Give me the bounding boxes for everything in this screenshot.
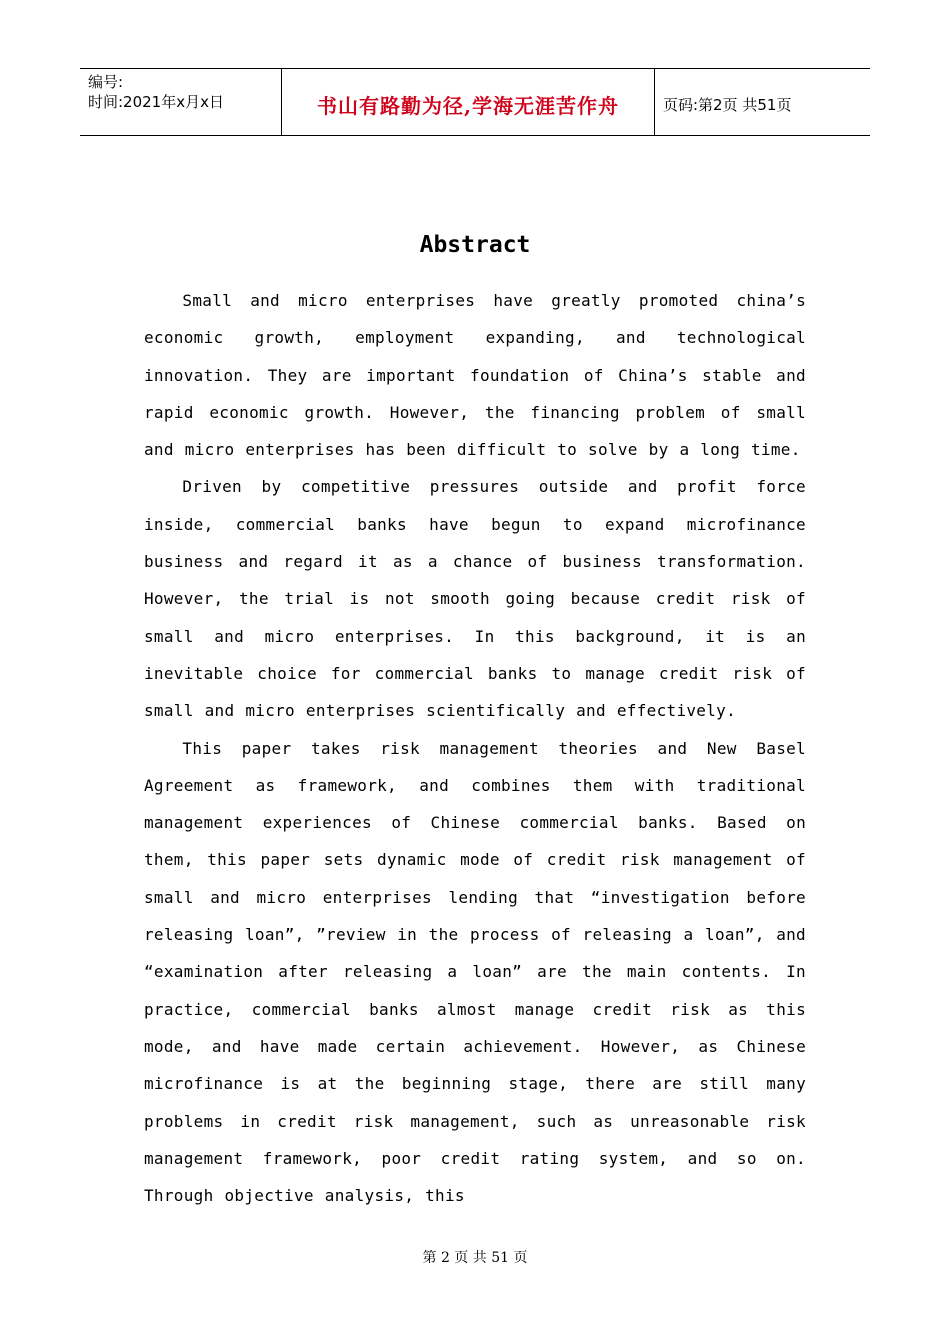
header-motto: 书山有路勤为径,学海无涯苦作舟 bbox=[282, 69, 655, 135]
page-header bbox=[80, 68, 870, 136]
header-page-label: 页码:第2页 共51页 bbox=[663, 95, 792, 114]
abstract-body bbox=[144, 282, 806, 1214]
document-number-label: 编号: bbox=[88, 73, 124, 91]
document-title: Abstract bbox=[419, 232, 531, 258]
page-footer: 第 2 页 共 51 页 bbox=[422, 1250, 528, 1266]
header-meta bbox=[80, 69, 282, 135]
paragraph: This paper takes risk management theories and New Basel Agreement as framework, and combines them with traditional management experiences of Chinese commercial banks. Based on them, this paper sets dynamic mode of credit risk management of small and micro enterprises lending that “investigation before releasing loan”, ”review in the process of releasing a loan”, and “examination after releasing a loan” are the main contents. In practice, commercial banks almost manage credit risk as this mode, and have made certain achievement. However, as Chinese microfinance is at the beginning stage, there are still many problems in credit risk management, such as unreasonable risk management framework, poor credit rating system, and so on. Through objective analysis, this bbox=[144, 738, 806, 1206]
paragraph: Driven by competitive pressures outside and profit force inside, commercial banks have begun to expand microfinance business and regard it as a chance of business transformation. However, the trial is not smooth going because credit risk of small and micro enterprises. In this background, it is an inevitable choice for commercial banks to manage credit risk of small and micro enterprises scientifically and effectively. bbox=[144, 477, 806, 721]
document-date-label: 时间:2021年x月x日 bbox=[88, 93, 224, 111]
paragraph: Small and micro enterprises have greatly promoted china’s economic growth, employment expanding, and technological innovation. They are important foundation of China’s stable and rapid economic growth. However, the financing problem of small and micro enterprises has been difficult to solve by a long time. bbox=[144, 291, 806, 460]
